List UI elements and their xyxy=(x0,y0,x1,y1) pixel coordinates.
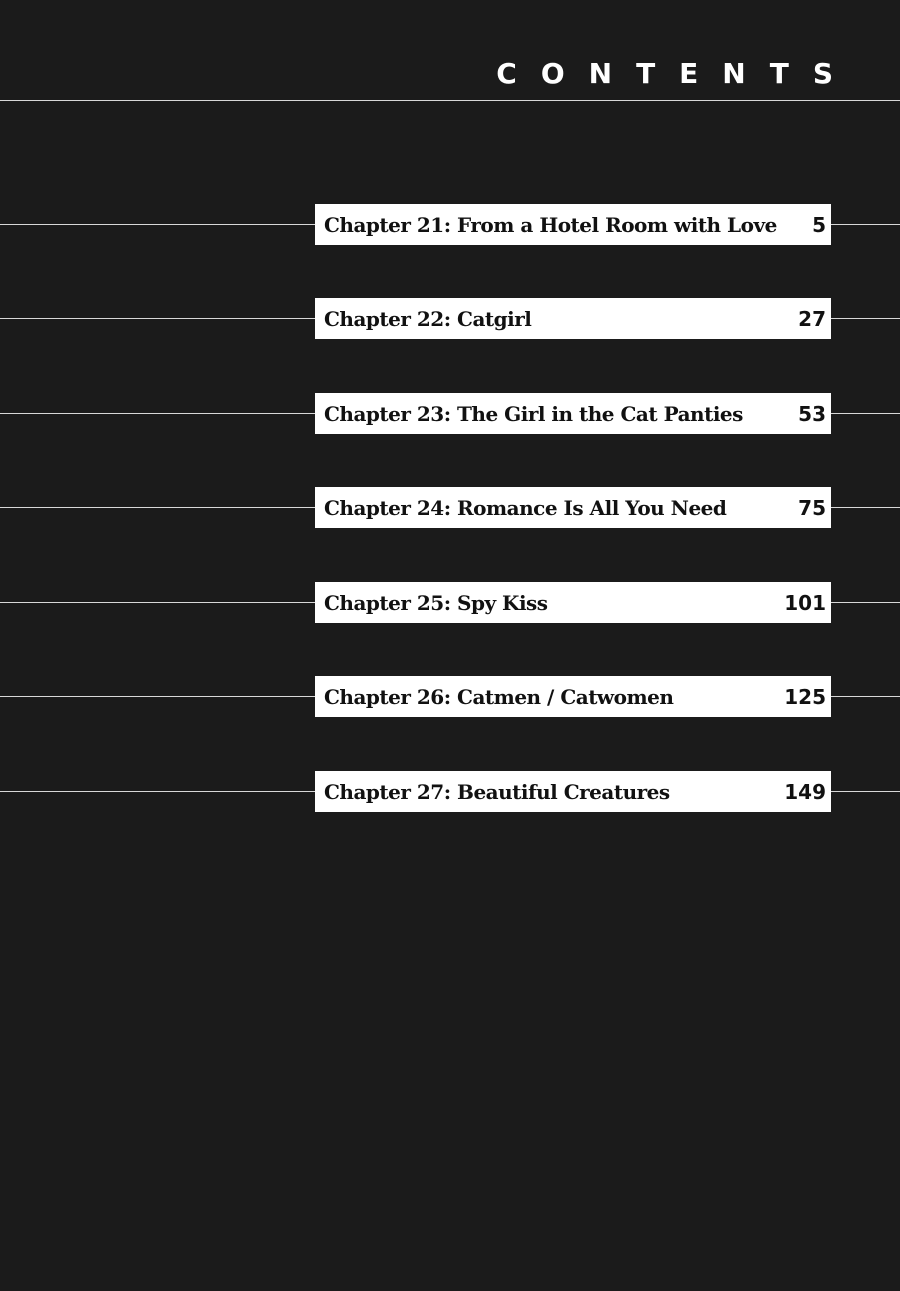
toc-entry-chapter-23[interactable] xyxy=(0,393,900,434)
toc-entry-chapter-22[interactable] xyxy=(0,298,900,339)
chapter-page-number: 53 xyxy=(798,401,826,426)
heading-rule xyxy=(0,100,900,101)
toc-entry-chapter-26[interactable] xyxy=(0,676,900,717)
entry-label-box xyxy=(315,582,831,623)
entry-label-box xyxy=(315,487,831,528)
chapter-title: Chapter 26: Catmen / Catwomen xyxy=(324,684,674,709)
chapter-title: Chapter 27: Beautiful Creatures xyxy=(324,779,670,804)
entry-label-box xyxy=(315,393,831,434)
chapter-title: Chapter 23: The Girl in the Cat Panties xyxy=(324,401,743,426)
entry-label-box xyxy=(315,771,831,812)
chapter-page-number: 125 xyxy=(784,684,826,709)
toc-entry-chapter-21[interactable] xyxy=(0,204,900,245)
chapter-title: Chapter 24: Romance Is All You Need xyxy=(324,495,727,520)
chapter-page-number: 5 xyxy=(812,212,826,237)
toc-entry-chapter-27[interactable] xyxy=(0,771,900,812)
chapter-title: Chapter 25: Spy Kiss xyxy=(324,590,548,615)
toc-entry-chapter-24[interactable] xyxy=(0,487,900,528)
entry-label-box xyxy=(315,676,831,717)
chapter-title: Chapter 21: From a Hotel Room with Love xyxy=(324,212,777,237)
toc-entry-chapter-25[interactable] xyxy=(0,582,900,623)
chapter-page-number: 101 xyxy=(784,590,826,615)
entry-label-box xyxy=(315,204,831,245)
chapter-page-number: 75 xyxy=(798,495,826,520)
chapter-page-number: 149 xyxy=(784,779,826,804)
contents-heading: CONTENTS xyxy=(496,57,857,90)
entry-label-box xyxy=(315,298,831,339)
chapter-title: Chapter 22: Catgirl xyxy=(324,306,532,331)
chapter-page-number: 27 xyxy=(798,306,826,331)
